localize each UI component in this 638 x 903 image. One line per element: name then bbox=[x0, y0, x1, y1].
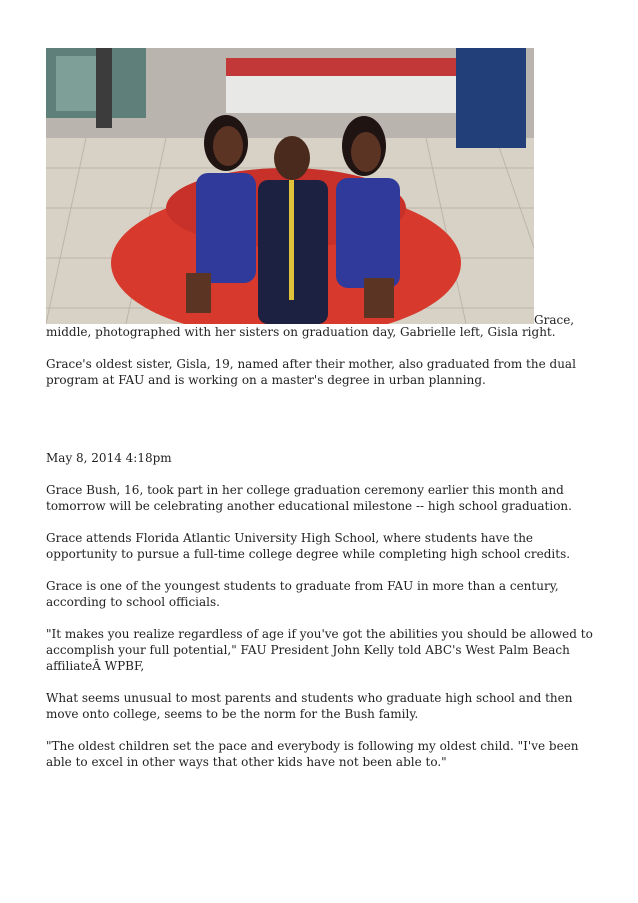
article-paragraph: Grace Bush, 16, took part in her college graduation ceremony earlier this month and tomorrow will be celebrating another educational milestone -- high school graduation. bbox=[46, 483, 572, 513]
paragraph-gisla: Grace's oldest sister, Gisla, 19, named after their mother, also graduated from the dual program at FAU and is working on a master's degree in urban planning. bbox=[46, 357, 576, 387]
photo-caption: middle, photographed with her sisters on graduation day, Gabrielle left, Gisla right. bbox=[46, 325, 556, 339]
caption-first-word: Grace, bbox=[534, 313, 575, 327]
article-paragraph: Grace attends Florida Atlantic University High School, where students have the opportunity to pursue a full-time college degree while completing high school credits. bbox=[46, 531, 571, 561]
photo-image bbox=[46, 48, 534, 324]
article-paragraph: "It makes you realize regardless of age if you've got the abilities you should be allowed to accomplish your full potential," FAU President John Kelly told ABC's West Palm Beach affiliateÂ WPBF, bbox=[46, 627, 593, 673]
article-paragraph: Grace is one of the youngest students to graduate from FAU in more than a century, according to school officials. bbox=[46, 579, 559, 609]
article-paragraph: "The oldest children set the pace and everybody is following my oldest child. "I've been able to excel in other ways that other kids have not been able to." bbox=[46, 739, 579, 769]
article bbox=[46, 48, 594, 786]
article-paragraph: What seems unusual to most parents and students who graduate high school and then move onto college, seems to be the norm for the Bush family. bbox=[46, 691, 573, 721]
spacer bbox=[46, 404, 594, 450]
dateline: May 8, 2014 4:18pm bbox=[46, 451, 172, 465]
photo-row bbox=[46, 48, 594, 327]
graduation-photo bbox=[46, 48, 534, 324]
